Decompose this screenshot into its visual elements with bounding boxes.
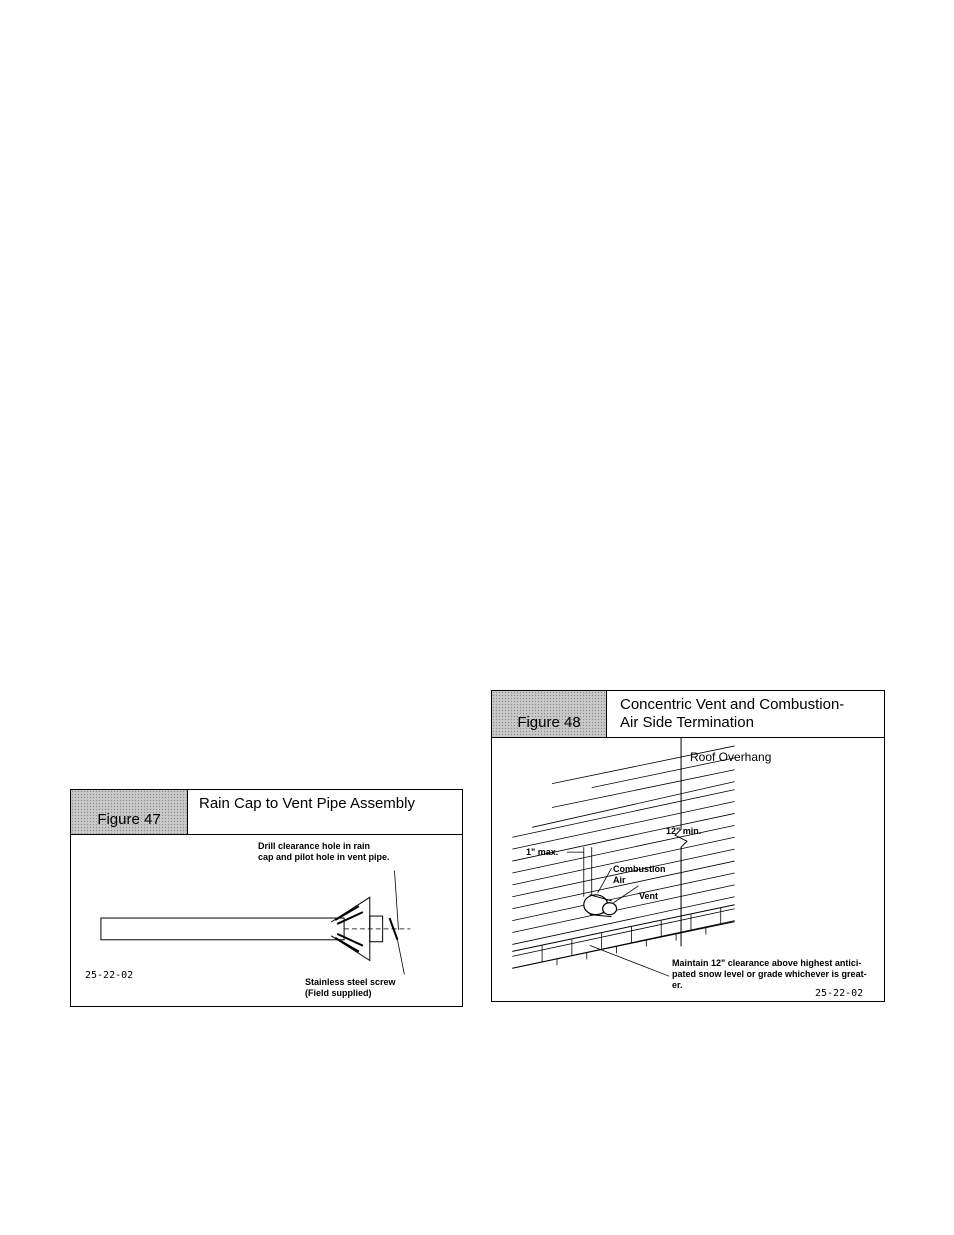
figure-48-title: Concentric Vent and Combustion- Air Side Termination [620,696,845,731]
drill-leader [395,871,399,930]
figure-47-tab [71,790,188,834]
clearance-leader [590,945,669,976]
max-label: 1" max. [526,847,559,857]
roof-overhang-label: Roof Overhang [690,750,772,764]
figure-47-body [71,835,462,1006]
figure-47-tab-label: Figure 47 [97,811,161,828]
figure-47-header [71,790,462,835]
drill-callout: Drill clearance hole in rain cap and pilot hole in vent pipe. [258,841,390,862]
figure-47-title: Rain Cap to Vent Pipe Assembly [199,795,415,812]
vent-label: Vent [639,891,659,901]
vent-pipe-48 [603,903,617,915]
figure-48 [491,690,885,1002]
screw-leader [397,940,404,975]
max-dimension [567,847,592,897]
figure-48-tab-label: Figure 48 [517,714,581,731]
min-label: 12" min. [666,826,702,836]
vent-pipe [101,918,344,940]
figure-48-header [492,691,884,738]
figure-47 [70,789,463,1007]
combustion-air-label: Combustion Air [613,864,666,885]
figure-48-body [492,738,884,1001]
figure-47-code: 25-22-02 [85,970,134,981]
figure-48-tab [492,691,607,737]
screw-callout: Stainless steel screw (Field supplied) [305,977,396,998]
clearance-note: Maintain 12" clearance above highest antici- pated snow level or grade whichever is great- er. [672,958,867,990]
figure-48-code: 25-22-02 [815,988,864,999]
